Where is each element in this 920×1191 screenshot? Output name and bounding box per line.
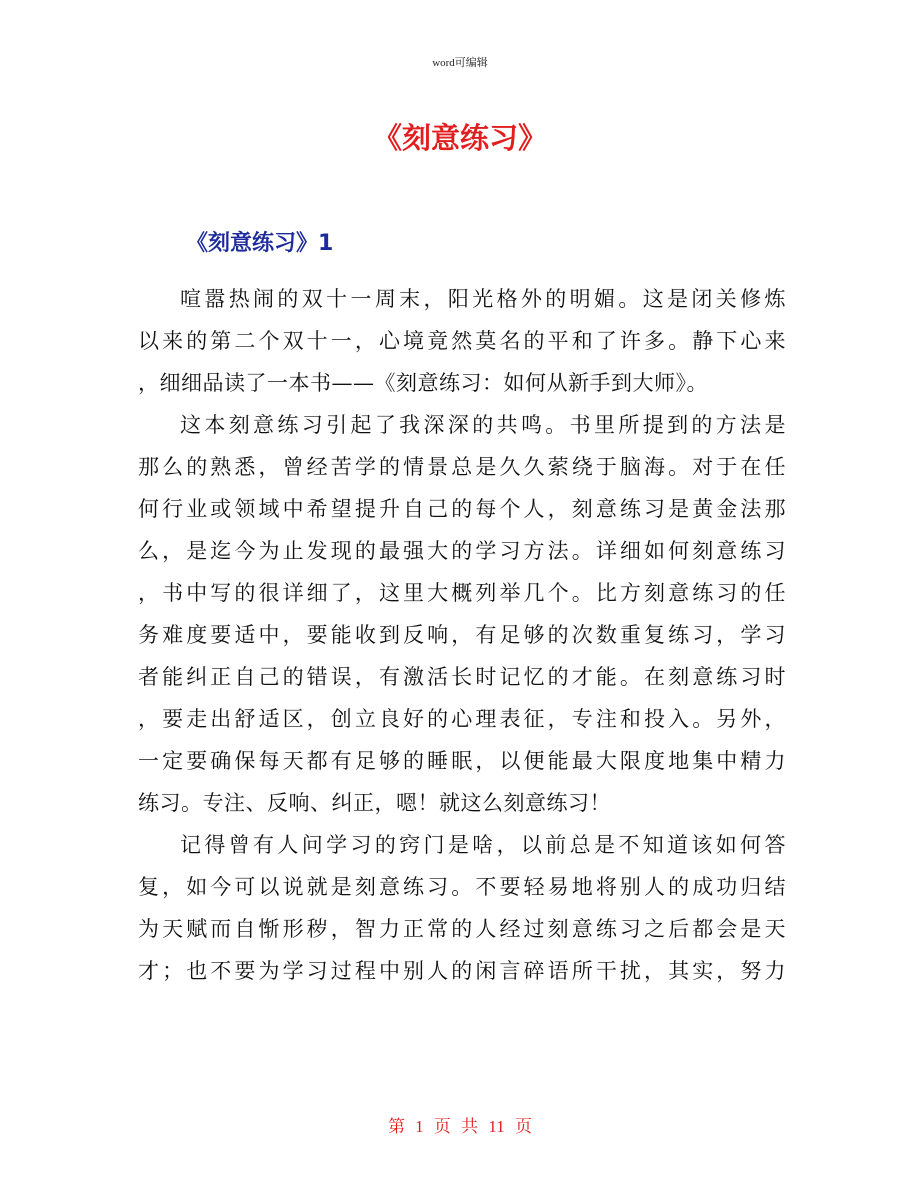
paragraph-line: ，要走出舒适区，创立良好的心理表征，专注和投入。另外， (138, 707, 786, 731)
section-heading: 《刻意练习》1 (186, 231, 334, 256)
paragraph-line: 么，是迄今为止发现的最强大的学习方法。详细如何刻意练习 (138, 539, 786, 563)
paragraph-line: 练习。专注、反响、纠正，嗯！就这么刻意练习！ (138, 791, 611, 815)
paragraph-line: ，细细品读了一本书——《刻意练习：如何从新手到大师》。 (138, 371, 708, 395)
paragraph-line: 何行业或领域中希望提升自己的每个人，刻意练习是黄金法那 (138, 497, 786, 521)
paragraph-line: 一定要确保每天都有足够的睡眠，以便能最大限度地集中精力 (138, 749, 786, 773)
paragraph-line: ，书中写的很详细了，这里大概列举几个。比方刻意练习的任 (138, 581, 786, 605)
paragraph-line: 以来的第二个双十一，心境竟然莫名的平和了许多。静下心来 (138, 329, 786, 353)
page-footer: 第 1 页 共 11 页 (387, 1117, 533, 1136)
body-text (138, 278, 786, 992)
paragraph-line: 喧嚣热闹的双十一周末，阳光格外的明媚。这是闭关修炼 (180, 287, 786, 311)
paragraph-line: 务难度要适中，要能收到反响，有足够的次数重复练习，学习 (138, 623, 786, 647)
paragraph-line: 才；也不要为学习过程中别人的闲言碎语所干扰，其实，努力 (138, 959, 786, 983)
paragraph-line: 者能纠正自己的错误，有激活长时记忆的才能。在刻意练习时 (138, 665, 786, 689)
paragraph-line: 记得曾有人问学习的窍门是啥，以前总是不知道该如何答 (180, 833, 786, 857)
paragraph-line: 为天赋而自惭形秽，智力正常的人经过刻意练习之后都会是天 (138, 917, 786, 941)
paragraph-line: 复，如今可以说就是刻意练习。不要轻易地将别人的成功归结 (138, 875, 786, 899)
paragraph-line: 这本刻意练习引起了我深深的共鸣。书里所提到的方法是 (180, 413, 786, 437)
paragraph-line: 那么的熟悉，曾经苦学的情景总是久久萦绕于脑海。对于在任 (138, 455, 786, 479)
document-title: 《刻意练习》 (372, 121, 547, 155)
page-header: word可编辑 (432, 57, 488, 69)
